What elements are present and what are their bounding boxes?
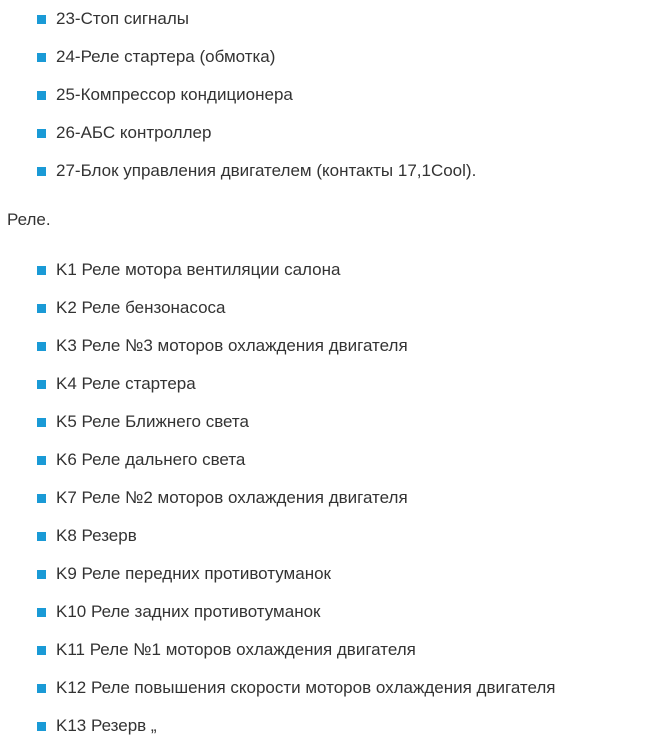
square-bullet-icon xyxy=(37,722,46,731)
list-item-text: K5 Реле Ближнего света xyxy=(56,412,249,431)
list-item-text: K4 Реле стартера xyxy=(56,374,196,393)
square-bullet-icon xyxy=(37,456,46,465)
square-bullet-icon xyxy=(37,15,46,24)
square-bullet-icon xyxy=(37,53,46,62)
list-item-text: K6 Реле дальнего света xyxy=(56,450,246,469)
list-item xyxy=(0,114,650,152)
list-item xyxy=(0,365,650,403)
list-item xyxy=(0,403,650,441)
square-bullet-icon xyxy=(37,418,46,427)
square-bullet-icon xyxy=(37,532,46,541)
relay-list xyxy=(0,251,650,745)
list-item-text: 26-АБС контроллер xyxy=(56,123,212,142)
list-item-text: K11 Реле №1 моторов охлаждения двигателя xyxy=(56,640,416,659)
list-item xyxy=(0,707,650,745)
square-bullet-icon xyxy=(37,167,46,176)
square-bullet-icon xyxy=(37,129,46,138)
list-item-text: K2 Реле бензонасоса xyxy=(56,298,226,317)
list-item xyxy=(0,0,650,38)
square-bullet-icon xyxy=(37,91,46,100)
list-item-text: 25-Компрессор кондиционера xyxy=(56,85,293,104)
list-item-text: K1 Реле мотора вентиляции салона xyxy=(56,260,341,279)
square-bullet-icon xyxy=(37,380,46,389)
section-heading: Реле. xyxy=(7,210,51,229)
list-item xyxy=(0,327,650,365)
list-item xyxy=(0,289,650,327)
list-item xyxy=(0,152,650,190)
list-item xyxy=(0,479,650,517)
list-item-text: K8 Резерв xyxy=(56,526,137,545)
square-bullet-icon xyxy=(37,646,46,655)
list-item xyxy=(0,441,650,479)
fuse-list xyxy=(0,0,650,190)
list-item xyxy=(0,593,650,631)
list-item-text: K10 Реле задних противотуманок xyxy=(56,602,321,621)
square-bullet-icon xyxy=(37,684,46,693)
list-item-text: K13 Резерв „ xyxy=(56,716,157,735)
list-item xyxy=(0,38,650,76)
square-bullet-icon xyxy=(37,570,46,579)
square-bullet-icon xyxy=(37,608,46,617)
list-item-text: K12 Реле повышения скорости моторов охлаждения двигателя xyxy=(56,678,556,697)
list-item-text: K7 Реле №2 моторов охлаждения двигателя xyxy=(56,488,408,507)
list-item xyxy=(0,669,650,707)
list-item xyxy=(0,76,650,114)
square-bullet-icon xyxy=(37,494,46,503)
square-bullet-icon xyxy=(37,266,46,275)
list-item-text: 27-Блок управления двигателем (контакты 17,1Cool). xyxy=(56,161,477,180)
list-item xyxy=(0,251,650,289)
list-item-text: 24-Реле стартера (обмотка) xyxy=(56,47,276,66)
list-item-text: 23-Стоп сигналы xyxy=(56,9,190,28)
list-item xyxy=(0,555,650,593)
list-item-text: K9 Реле передних противотуманок xyxy=(56,564,331,583)
list-item xyxy=(0,517,650,555)
list-item-text: K3 Реле №3 моторов охлаждения двигателя xyxy=(56,336,408,355)
list-item xyxy=(0,631,650,669)
square-bullet-icon xyxy=(37,304,46,313)
square-bullet-icon xyxy=(37,342,46,351)
